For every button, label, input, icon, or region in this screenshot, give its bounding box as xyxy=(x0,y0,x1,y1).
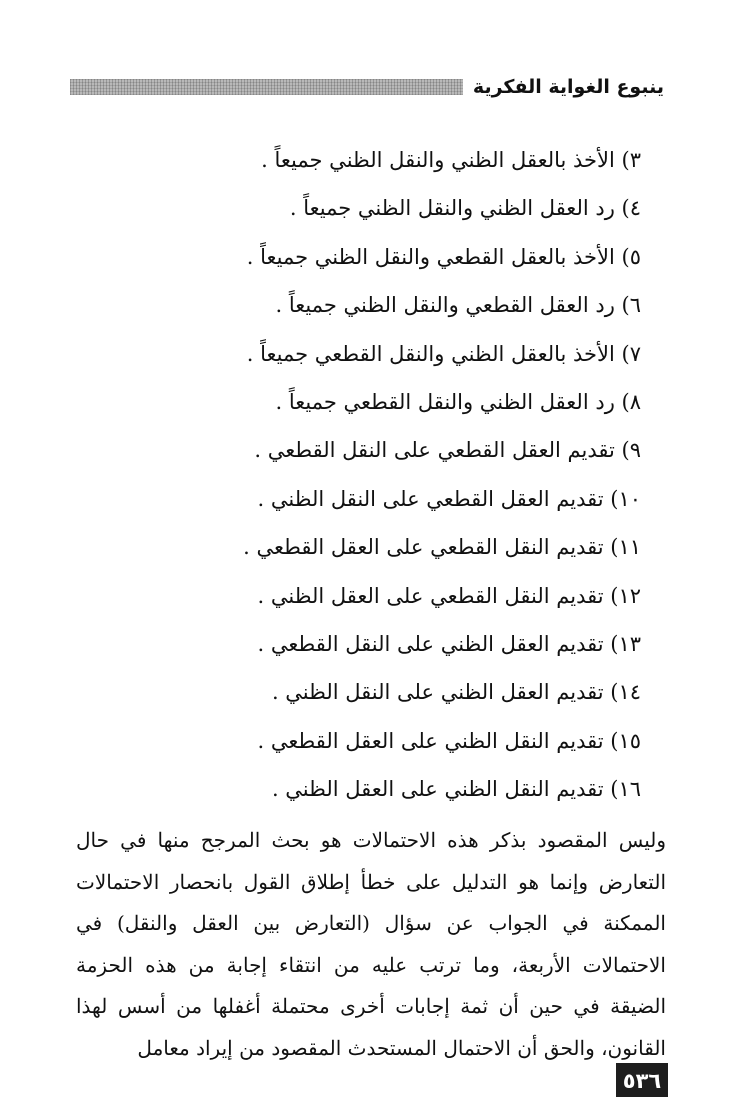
list-item: ٨) رد العقل الظني والنقل القطعي جميعاً . xyxy=(275,389,641,414)
list-item: ١٥) تقديم النقل الظني على العقل القطعي . xyxy=(257,728,641,753)
list-item: ١٦) تقديم النقل الظني على العقل الظني . xyxy=(271,777,641,802)
page-number: ٥٣٦ xyxy=(616,1063,668,1097)
running-header-title: ينبوع الغواية الفكرية xyxy=(472,76,664,98)
list-item: ١١) تقديم النقل القطعي على العقل القطعي . xyxy=(243,535,641,560)
list-item: ٣) الأخذ بالعقل الظني والنقل الظني جميعاً . xyxy=(261,148,641,172)
list-item: ٤) رد العقل الظني والنقل الظني جميعاً . xyxy=(289,196,641,221)
running-header xyxy=(70,72,664,102)
list-item: ٧) الأخذ بالعقل الظني والنقل القطعي جميعاً . xyxy=(246,341,641,366)
header-decorative-bar xyxy=(70,79,463,95)
list-item: ١٠) تقديم العقل القطعي على النقل الظني . xyxy=(257,486,641,511)
body-paragraph: وليس المقصود بذكر هذه الاحتمالات هو بحث المرجح منها في حال التعارض وإنما هو التدليل على خطأ إطلاق القول بانحصار الاحتمالات الممكنة في الجواب عن سؤال (التعارض بين العقل والنقل) في الاحتمالات الأربعة، وما ترتب عليه من انتقاء إجابة من هذه الحزمة الضيقة في حين أن ثمة إجابات أخرى محتملة أغفلها من أسس لهذا القانون، والحق أن الاحتمال المستحدث المقصود من إيراد معامل xyxy=(76,828,666,1060)
list-item: ١٣) تقديم العقل الظني على النقل القطعي . xyxy=(257,631,641,656)
list-item: ٦) رد العقل القطعي والنقل الظني جميعاً . xyxy=(275,293,641,318)
possibilities-list xyxy=(221,142,641,819)
list-item: ٥) الأخذ بالعقل القطعي والنقل الظني جميعاً . xyxy=(246,244,641,269)
list-item: ١٢) تقديم النقل القطعي على العقل الظني . xyxy=(257,583,641,608)
list-item: ١٤) تقديم العقل الظني على النقل الظني . xyxy=(271,680,641,705)
list-item: ٩) تقديم العقل القطعي على النقل القطعي . xyxy=(254,438,641,463)
